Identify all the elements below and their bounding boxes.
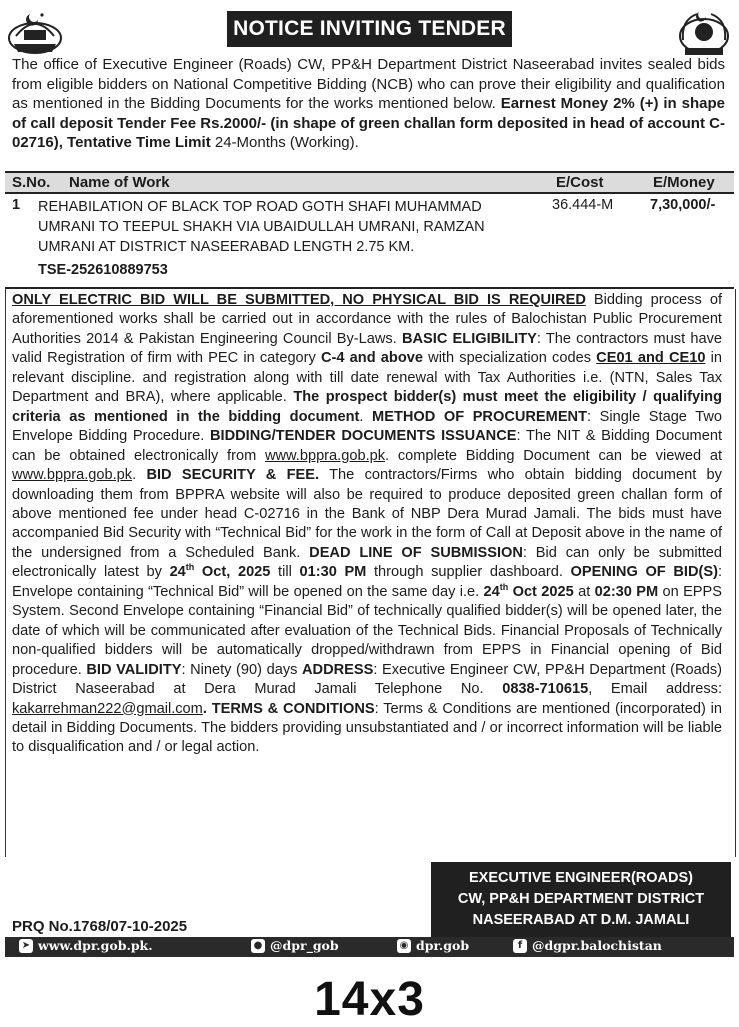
footer-twitter[interactable]: ● @dpr_gob bbox=[251, 938, 339, 953]
social-footer bbox=[5, 937, 734, 957]
signature-line-1: EXECUTIVE ENGINEER(ROADS) bbox=[469, 870, 693, 886]
prq-number: PRQ No.1768/07-10-2025 bbox=[12, 918, 188, 935]
intro-paragraph: The office of Executive Engineer (Roads) CW, PP&H Department District Naseerabad invites sealed bids from eligible bidders on National Competitive Bidding (NCB) who can prove their eligibility and qualification as mentioned in the Bidding Documents for the works mentioned below. Earnest Money 2% (+) in shape of call deposit Tender Fee Rs.2000/- (in shape of green challan form deposited in head of account C-02716), Tentative Time Limit 24-Months (Working). bbox=[12, 56, 725, 151]
bppra-link[interactable]: www.bppra.gob.pk bbox=[264, 447, 386, 464]
footer-web[interactable]: ➤ www.dpr.gob.pk. bbox=[19, 938, 153, 953]
balochistan-emblem-icon bbox=[6, 6, 64, 58]
ad-size-label: 14x3 bbox=[314, 973, 425, 1026]
notice-title: NOTICE INVITING TENDER bbox=[227, 11, 512, 47]
col-emoney: E/Money bbox=[653, 174, 715, 191]
footer-facebook[interactable]: f @dgpr.balochistan bbox=[513, 938, 662, 953]
web-arrow-icon: ➤ bbox=[19, 939, 33, 953]
row-sno: 1 bbox=[12, 197, 21, 213]
col-sno: S.No. bbox=[12, 174, 51, 191]
works-table-header bbox=[5, 171, 734, 194]
signature-line-2: CW, PP&H DEPARTMENT DISTRICT bbox=[457, 891, 705, 907]
bppra-link-2[interactable]: www.bppra.gob.pk bbox=[12, 467, 133, 484]
signature-block bbox=[431, 862, 731, 937]
footer-instagram[interactable]: ◉ dpr.gob bbox=[397, 938, 469, 953]
facebook-icon: f bbox=[513, 939, 527, 953]
government-emblem-icon bbox=[675, 6, 733, 58]
instagram-icon: ◉ bbox=[397, 939, 411, 953]
col-name-of-work: Name of Work bbox=[69, 174, 170, 191]
row-work-name: REHABILATION OF BLACK TOP ROAD GOTH SHAFI MUHAMMAD UMRANI TO TEEPUL SHAKH VIA UBAIDULLAH UMRANI, RAMZAN UMRANI AT DISTRICT NASEERABAD LENGTH 2.75 KM. bbox=[38, 199, 485, 255]
email-link[interactable]: kakarrehman222@gmail.com bbox=[12, 700, 203, 717]
twitter-icon: ● bbox=[251, 939, 265, 953]
signature-line-3: NASEERABAD AT D.M. JAMALI bbox=[472, 912, 690, 928]
row-ecost: 36.444-M bbox=[552, 197, 614, 213]
col-ecost: E/Cost bbox=[556, 174, 604, 191]
row-tse-number: TSE-252610889753 bbox=[38, 262, 168, 278]
row-emoney: 7,30,000/- bbox=[650, 197, 716, 213]
terms-body: ONLY ELECTRIC BID WILL BE SUBMITTED, NO PHYSICAL BID IS REQUIRED Bidding process of aforementioned works shall be carried out in accordance with the rules of Balochistan Public Procurement Authorities 2014 & Pakistan Engineering Council By-Laws. BASIC ELIGIBILITY: The contractors must have valid Registration of firm with PEC in category C-4 and above with specialization codes CE01 and CE10 in relevant discipline. and registration along with till date renewal with Tax Authorities i.e. (NTN, Sales Tax Department and BRA), where applicable. The prospect bidder(s) must meet the eligibility / qualifying criteria as mentioned in the bidding document. METHOD OF PROCUREMENT: Single Stage Two Envelope Bidding Procedure. BIDDING/TENDER DOCUMENTS ISSUANCE: The NIT & Bidding Document can be obtained electronically from www.bppra.gob.pk. complete Bidding Document can be viewed at www.bppra.gob.pk. BID SECURITY & FEE. The contractors/Firms who obtain bidding document by downloading them from BPPRA website will also be required to produce deposited green challan form of above mentioned fee under head C-02716 in the Bank of NBP Dera Murad Jamali. The bids must have accompanied Bid Security with “Technical Bid” for the work in the form of Call at Deposit above in the name of the undersigned from a Scheduled Bank. DEAD LINE OF SUBMISSION: Bid can only be submitted electronically latest by 24th Oct, 2025 till 01:30 PM through supplier dashboard. OPENING OF BID(S): Envelope containing “Technical Bid” will be opened on the same day i.e. 24th Oct 2025 at 02:30 PM on EPPS System. Second Envelope containing “Financial Bid” of technically qualified bidder(s) will be opened later, the date of which will be communicated after evaluation of the Technical Bids. Financial Proposals of Technically non-qualified bidders will be automatically dropped/withdrawn from EPPS in Financial opening of Bid procedure. BID VALIDITY: Ninety (90) days ADDRESS: Executive Engineer CW, PP&H Department (Roads) District Naseerabad at Dera Murad Jamali Telephone No. 0838-710615, Email address: kakarrehman222@gmail.com. TERMS & CONDITIONS: Terms & Conditions are mentioned (incorporated) in detail in Bidding Documents. The bidders providing unsubstantiated and / or incorrect information will be liable to disqualification and / or legal action. bbox=[12, 292, 723, 756]
